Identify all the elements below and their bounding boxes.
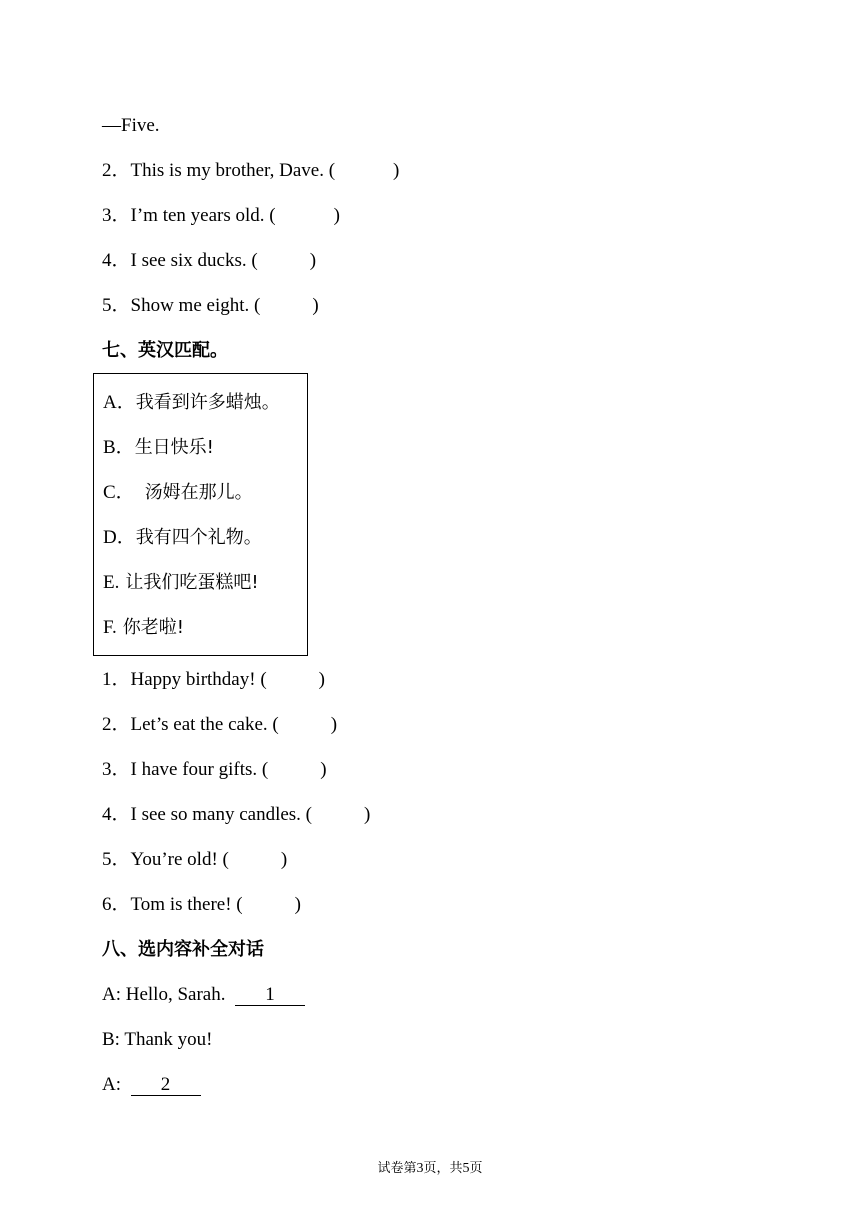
close-paren: ) [393, 160, 400, 181]
options-box [93, 373, 308, 656]
option-b [103, 436, 214, 460]
question-6-3 [102, 204, 340, 228]
question-text: Show me eight. ( [130, 295, 261, 316]
section-8-title-text: 八、选内容补全对话 [102, 939, 264, 960]
option-text: 我有四个礼物。 [135, 527, 262, 548]
question-7-5 [102, 848, 287, 872]
option-letter: C． [103, 482, 135, 503]
speaker-label: A: [102, 984, 121, 1005]
question-text: I see so many candles. ( [130, 804, 313, 825]
question-number: 6． [102, 894, 131, 915]
question-number: 4． [102, 804, 131, 825]
question-text: Let’s eat the cake. ( [130, 714, 279, 735]
dialogue-text: Hello, Sarah. [125, 984, 226, 1005]
option-text: 你老啦! [122, 617, 185, 638]
close-paren: ) [312, 295, 319, 316]
option-a [103, 391, 280, 415]
option-letter: A． [103, 392, 136, 413]
close-paren: ) [364, 804, 371, 825]
question-number: 2． [102, 714, 131, 735]
close-paren: ) [333, 205, 340, 226]
question-number: 2． [102, 160, 131, 181]
speaker-label: A: [102, 1074, 121, 1095]
question-text: Happy birthday! ( [130, 669, 267, 690]
option-f [103, 616, 184, 640]
question-7-4 [102, 803, 370, 827]
question-text: Tom is there! ( [130, 894, 243, 915]
question-number: 5． [102, 295, 131, 316]
dialogue-text: Thank you! [124, 1029, 213, 1050]
option-text: 让我们吃蛋糕吧! [125, 572, 259, 593]
question-7-1 [102, 668, 325, 692]
question-number: 5． [102, 849, 131, 870]
question-number: 3． [102, 759, 131, 780]
question-text: This is my brother, Dave. ( [130, 160, 336, 181]
dialogue-blank[interactable]: 2 [131, 1075, 201, 1096]
dialogue-line-1 [102, 983, 305, 1007]
dialogue-line-3 [102, 1073, 201, 1097]
option-c [103, 481, 253, 505]
question-text: I’m ten years old. ( [130, 205, 276, 226]
section-7-title-text: 七、英汉匹配。 [102, 340, 228, 361]
answer-line [102, 114, 160, 138]
close-paren: ) [294, 894, 301, 915]
question-text: You’re old! ( [130, 849, 229, 870]
section-8-title [102, 938, 264, 962]
question-number: 4． [102, 250, 131, 271]
option-letter: E. [103, 572, 120, 593]
close-paren: ) [309, 250, 317, 271]
option-text: 汤姆在那儿。 [144, 482, 253, 503]
question-6-5 [102, 294, 319, 318]
close-paren: ) [280, 849, 288, 870]
close-paren: ) [320, 759, 327, 780]
question-text: I see six ducks. ( [130, 250, 258, 271]
footer-total-pages: 5 [462, 1161, 470, 1176]
dialogue-line-2 [102, 1028, 213, 1052]
option-d [103, 526, 262, 550]
question-number: 3． [102, 205, 131, 226]
option-e [103, 571, 259, 595]
question-number: 1． [102, 669, 131, 690]
close-paren: ) [330, 714, 338, 735]
question-7-2 [102, 713, 337, 737]
option-letter: D． [103, 527, 136, 548]
speaker-label: B: [102, 1029, 120, 1050]
option-text: 我看到许多蜡烛。 [135, 392, 280, 413]
option-letter: B． [103, 437, 135, 458]
footer-prefix: 试卷第 [377, 1161, 417, 1176]
answer-text: —Five. [102, 115, 160, 136]
dialogue-blank[interactable]: 1 [235, 985, 305, 1006]
footer-mid: 页，共 [423, 1161, 463, 1176]
option-letter: F. [103, 617, 117, 638]
question-6-2 [102, 159, 399, 183]
question-7-6 [102, 893, 301, 917]
page-footer [0, 1160, 860, 1178]
option-text: 生日快乐! [134, 437, 214, 458]
section-7-title [102, 339, 228, 363]
question-6-4 [102, 249, 316, 273]
question-text: I have four gifts. ( [130, 759, 269, 780]
question-7-3 [102, 758, 327, 782]
footer-page-number: 3 [416, 1161, 424, 1176]
close-paren: ) [318, 669, 325, 690]
footer-suffix: 页 [469, 1161, 483, 1176]
